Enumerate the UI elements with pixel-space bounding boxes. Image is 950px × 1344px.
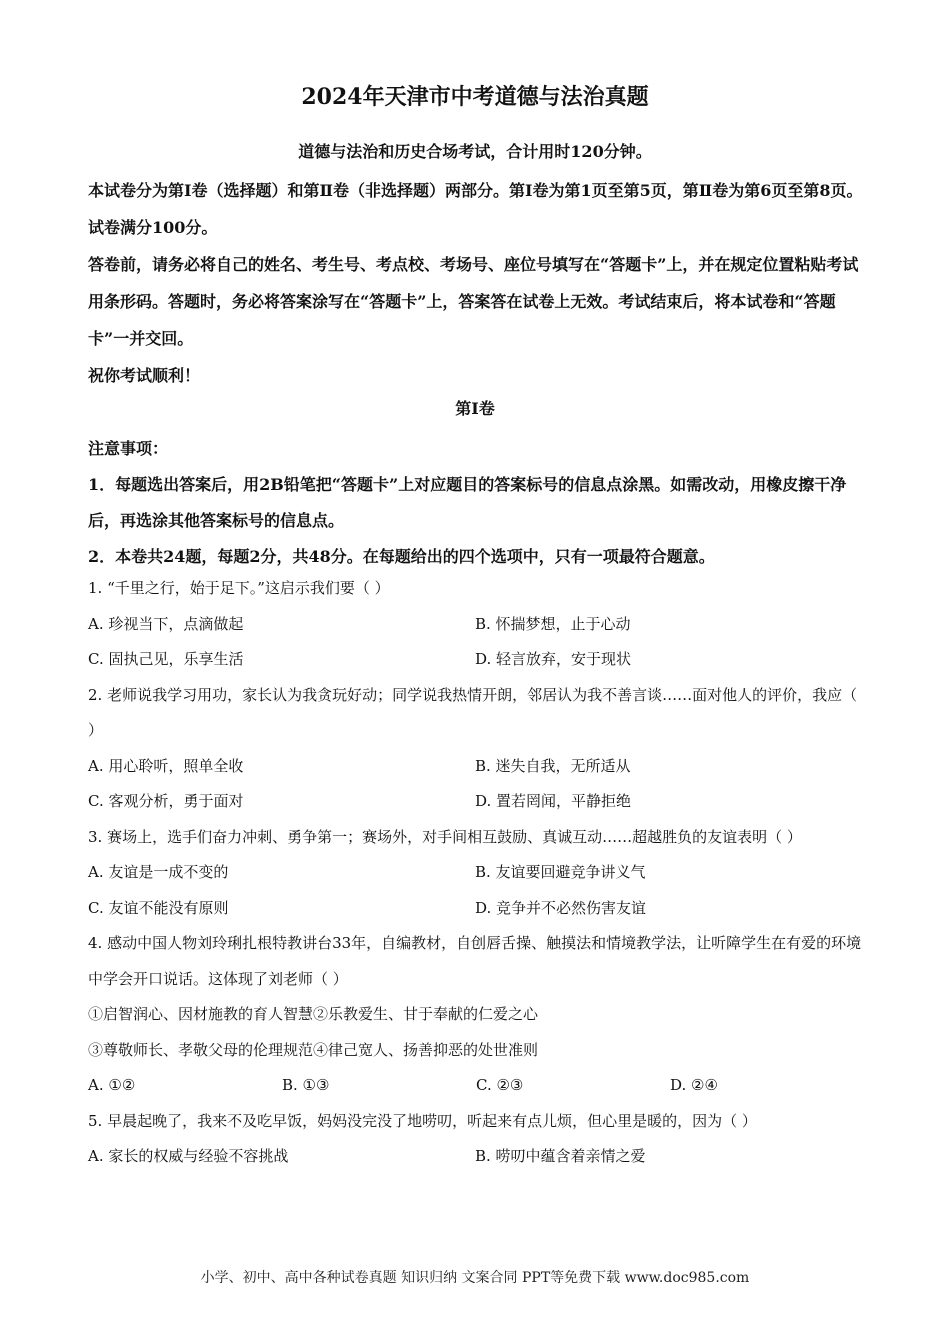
intro-paragraph-rules: 答卷前，请务必将自己的姓名、考生号、考点校、考场号、座位号填写在“答题卡”上，并在规定位置粘贴考试用条形码。答题时，务必将答案涂写在“答题卡”上，答案答在试卷上无效。考试结束后，将本试卷和“答题卡”一并交回。: [88, 255, 859, 348]
option-row: [88, 784, 868, 820]
note-item: 1．每题选出答案后，用2B铅笔把“答题卡”上对应题目的答案标号的信息点涂黑。如需改动，用橡皮擦干净后，再选涂其他答案标号的信息点。: [88, 475, 847, 530]
option-row: [88, 855, 868, 891]
intro-paragraph-wish: 祝你考试顺利！: [88, 366, 201, 385]
option-a: A. 用心聆听，照单全收: [88, 756, 244, 775]
option-d: D. 轻言放弃，安于现状: [475, 650, 632, 668]
page-title: 2024年天津市中考道德与法治真题: [301, 84, 649, 110]
note-item: 2．本卷共24题，每题2分，共48分。在每题给出的四个选项中，只有一项最符合题意。: [88, 547, 715, 566]
exam-subtitle: 道德与法治和历史合场考试，合计用时120分钟。: [298, 142, 652, 161]
option-d: D. 置若罔闻，平静拒绝: [475, 792, 632, 810]
question-stem: 3. 赛场上，选手们奋力冲刺、勇争第一；赛场外，对手间相互鼓励、真诚互动……超越胜负的友谊表明（ ）: [88, 827, 802, 846]
section-title: 第Ⅰ卷: [455, 399, 495, 418]
option-c: C. 固执己见，乐享生活: [88, 650, 244, 668]
option-b: B. 迷失自我，无所适从: [475, 756, 631, 775]
option-row: [88, 1068, 868, 1104]
option-d: D. ②④: [670, 1076, 718, 1094]
page-footer: 小学、初中、高中各种试卷真题 知识归纳 文案合同 PPT等免费下载 www.doc985.com: [200, 1270, 750, 1286]
option-b: B. 怀揣梦想，止于心动: [475, 614, 631, 633]
intro-paragraph-structure: 本试卷分为第Ⅰ卷（选择题）和第Ⅱ卷（非选择题）两部分。第Ⅰ卷为第1页至第5页，第Ⅱ卷为第6页至第8页。试卷满分100分。: [88, 181, 863, 237]
option-row: [88, 607, 868, 643]
question-stem: 2. 老师说我学习用功，家长认为我贪玩好动；同学说我热情开朗，邻居认为我不善言谈……面对他人的评价，我应（ ）: [88, 685, 858, 739]
questions-list: [88, 571, 868, 1175]
option-b: B. 唠叨中蕴含着亲情之爱: [475, 1147, 646, 1165]
intro-instructions: [88, 172, 868, 394]
option-c: C. ②③: [476, 1076, 524, 1094]
option-a: A. ①②: [88, 1076, 136, 1094]
notes-title: 注意事项：: [88, 439, 169, 458]
question-stem: 4. 感动中国人物刘玲琍扎根特教讲台33年，自编教材，自创唇舌操、触摸法和情境教学法，让听障学生在有爱的环境中学会开口说话。这体现了刘老师（ ）: [88, 934, 862, 988]
option-row: [88, 1139, 868, 1175]
option-a: A. 家长的权威与经验不容挑战: [88, 1147, 289, 1165]
question-stem: 1. “千里之行，始于足下。”这启示我们要（ ）: [88, 579, 390, 597]
option-b: B. 友谊要回避竞争讲义气: [475, 863, 646, 881]
option-d: D. 竞争并不必然伤害友谊: [475, 898, 647, 917]
option-c: C. 客观分析，勇于面对: [88, 792, 244, 810]
option-row: [88, 891, 868, 927]
option-row: [88, 642, 868, 678]
option-c: C. 友谊不能没有原则: [88, 898, 229, 917]
option-a: A. 友谊是一成不变的: [88, 863, 229, 881]
statement-items: ③尊敬师长、孝敬父母的伦理规范④律己宽人、扬善抑恶的处世准则: [88, 1040, 539, 1059]
option-row: [88, 749, 868, 785]
question-stem: 5. 早晨起晚了，我来不及吃早饭，妈妈没完没了地唠叨，听起来有点儿烦，但心里是暖的，因为（ ）: [88, 1111, 757, 1130]
option-b: B. ①③: [282, 1076, 330, 1094]
notes-block: [88, 431, 868, 575]
option-a: A. 珍视当下，点滴做起: [88, 614, 244, 633]
statement-items: ①启智润心、因材施教的育人智慧②乐教爱生、甘于奉献的仁爱之心: [88, 1005, 539, 1023]
